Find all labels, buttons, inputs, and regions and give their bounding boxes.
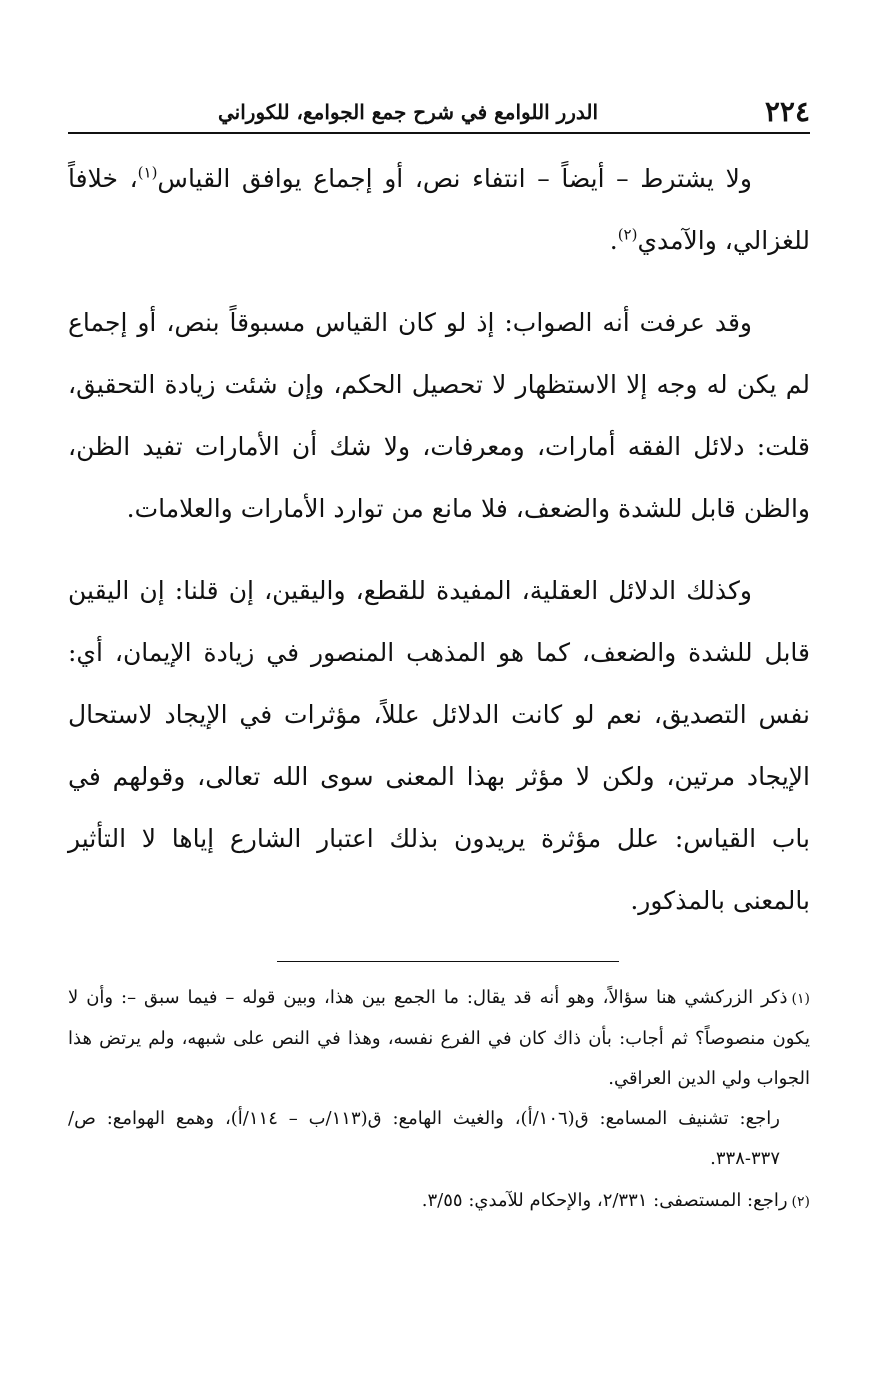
- header-rule: [68, 132, 810, 134]
- footnote-ref-1: (١): [137, 163, 158, 182]
- footnote-ref-2: (٢): [617, 225, 638, 244]
- paragraph-1-text-a: ولا يشترط – أيضاً – انتفاء نص، أو إجماع يوافق القياس: [157, 164, 752, 193]
- paragraph-1: [68, 148, 810, 272]
- page-header: [68, 86, 810, 130]
- paragraph-3: وكذلك الدلائل العقلية، المفيدة للقطع، واليقين، إن قلنا: إن اليقين قابل للشدة والضعف، كما هو المذهب المنصور في زيادة الإيمان، أي: نفس التصديق، نعم لو كانت الدلائل عللاً، مؤثرات في الإيجاد لاستحال الإيجاد مرتين، ولكن لا مؤثر بهذا المعنى سوى الله تعالى، وقولهم في باب القياس: علل مؤثرة يريدون بذلك اعتبار الشارع إياها لا التأثير بالمعنى بالمذكور.: [68, 576, 810, 915]
- footnote-1-references: راجع: تشنيف المسامع: ق(١٠٦/أ)، والغيث الهامع: ق(١١٣/ب – ١١٤/أ)، وهمع الهوامع: ص/٣٣٧-٣٣٨.: [68, 1108, 781, 1169]
- main-text: [68, 148, 810, 932]
- footnote-1: [68, 978, 810, 1099]
- footnote-2-text: راجع: المستصفى: ٢/٣٣١، والإحكام للآمدي: ٣/٥٥.: [421, 1190, 788, 1211]
- page-number: ٢٢٤: [764, 95, 810, 128]
- footnote-2: [68, 1181, 810, 1222]
- footnote-1-text: ذكر الزركشي هنا سؤالاً، وهو أنه قد يقال: ما الجمع بين هذا، وبين قوله – فيما سبق –: وأن لا يكون منصوصاً؟ ثم أجاب: بأن ذاك كان في الفرع نفسه، وهذا في النص على شبهه، ولم يرتض هذا الجواب ولي الدين العراقي.: [68, 987, 810, 1089]
- paragraph-1-text-b: ، خلافاً للغزالي، والآمدي: [68, 164, 810, 255]
- paragraph-2: وقد عرفت أنه الصواب: إذ لو كان القياس مسبوقاً بنص، أو إجماع لم يكن له وجه إلا الاستظهار لا تحصيل الحكم، وإن شئت زيادة التحقيق، قلت: دلائل الفقه أمارات، ومعرفات، ولا شك أن الأمارات تفيد الظن، والظن قابل للشدة والضعف، فلا مانع من توارد الأمارات والعلامات.: [68, 308, 810, 523]
- footnote-rule: [277, 961, 619, 962]
- paragraph-1-text-c: .: [609, 226, 618, 255]
- running-title: الدرر اللوامع في شرح جمع الجوامع، للكوراني: [218, 100, 599, 124]
- footnotes: [68, 978, 810, 1222]
- footnote-2-number: (٢): [791, 1194, 810, 1210]
- footnote-1-number: (١): [791, 991, 810, 1007]
